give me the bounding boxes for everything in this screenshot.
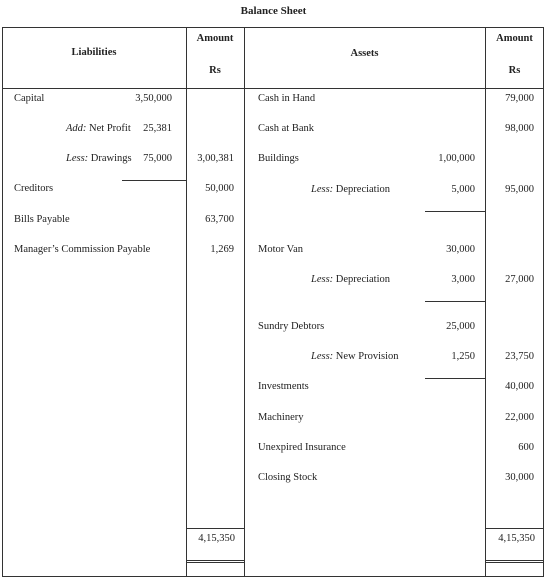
subtotal-rule bbox=[425, 301, 485, 302]
new-provision-label: New Provision bbox=[333, 351, 399, 362]
capital-label: Capital bbox=[14, 93, 45, 104]
creditors-value: 50,000 bbox=[205, 183, 234, 194]
buildings-depreciation-row bbox=[311, 184, 390, 195]
amount-header-left: Amount bbox=[196, 33, 234, 44]
machinery-value: 22,000 bbox=[505, 412, 534, 423]
machinery-label: Machinery bbox=[258, 412, 304, 423]
new-provision-value: 1,250 bbox=[451, 351, 475, 362]
net-profit-row bbox=[66, 123, 131, 134]
motor-van-label: Motor Van bbox=[258, 244, 304, 255]
depreciation-label: Depreciation bbox=[333, 184, 391, 195]
total-double-rule bbox=[186, 562, 244, 563]
header-divider bbox=[2, 88, 544, 89]
depreciation-label: Depreciation bbox=[333, 274, 391, 285]
motor-van-net-value: 27,000 bbox=[505, 274, 534, 285]
subtotal-rule bbox=[122, 180, 186, 181]
van-depreciation-value: 3,000 bbox=[451, 274, 475, 285]
currency-header-right: Rs bbox=[508, 65, 521, 76]
liabilities-header: Liabilities bbox=[71, 47, 117, 58]
currency-header-left: Rs bbox=[209, 65, 221, 76]
cash-at-bank-value: 98,000 bbox=[505, 123, 534, 134]
unexpired-insurance-label: Unexpired Insurance bbox=[258, 442, 346, 453]
column-divider bbox=[485, 27, 486, 577]
net-profit-value: 25,381 bbox=[143, 123, 172, 134]
bills-payable-value: 63,700 bbox=[205, 214, 234, 225]
capital-total: 3,00,381 bbox=[197, 153, 234, 164]
buildings-depreciation-value: 5,000 bbox=[451, 184, 475, 195]
column-divider bbox=[244, 27, 245, 577]
closing-stock-label: Closing Stock bbox=[258, 472, 318, 483]
buildings-net-value: 95,000 bbox=[505, 184, 534, 195]
total-rule-top bbox=[186, 528, 244, 529]
creditors-label: Creditors bbox=[14, 183, 54, 194]
subtotal-rule bbox=[425, 378, 485, 379]
subtotal-rule bbox=[425, 211, 485, 212]
less-label: Less: bbox=[66, 153, 89, 164]
closing-stock-value: 30,000 bbox=[505, 472, 534, 483]
investments-label: Investments bbox=[258, 381, 309, 392]
total-double-rule bbox=[186, 560, 244, 561]
capital-value: 3,50,000 bbox=[135, 93, 172, 104]
buildings-value: 1,00,000 bbox=[438, 153, 475, 164]
sundry-debtors-label: Sundry Debtors bbox=[258, 321, 325, 332]
less-label: Less: bbox=[311, 274, 334, 285]
less-label: Less: bbox=[311, 184, 334, 195]
investments-value: 40,000 bbox=[505, 381, 534, 392]
cash-in-hand-label: Cash in Hand bbox=[258, 93, 316, 104]
add-label: Add: bbox=[66, 123, 87, 134]
motor-van-value: 30,000 bbox=[446, 244, 475, 255]
total-rule-top bbox=[485, 528, 544, 529]
van-depreciation-row bbox=[311, 274, 390, 285]
drawings-value: 75,000 bbox=[143, 153, 172, 164]
liabilities-total: 4,15,350 bbox=[198, 533, 235, 544]
amount-header-right: Amount bbox=[496, 33, 533, 44]
assets-total: 4,15,350 bbox=[498, 533, 535, 544]
cash-in-hand-value: 79,000 bbox=[505, 93, 534, 104]
new-provision-row bbox=[311, 351, 399, 362]
manager-commission-value: 1,269 bbox=[210, 244, 234, 255]
net-profit-label: Net Profit bbox=[86, 123, 131, 134]
sundry-debtors-net-value: 23,750 bbox=[505, 351, 534, 362]
column-divider bbox=[186, 27, 187, 577]
total-double-rule bbox=[485, 562, 544, 563]
unexpired-insurance-value: 600 bbox=[518, 442, 534, 453]
manager-commission-label: Manager’s Commission Payable bbox=[14, 244, 151, 255]
bills-payable-label: Bills Payable bbox=[14, 214, 70, 225]
sundry-debtors-value: 25,000 bbox=[446, 321, 475, 332]
total-double-rule bbox=[485, 560, 544, 561]
cash-at-bank-label: Cash at Bank bbox=[258, 123, 314, 134]
drawings-label: Drawings bbox=[88, 153, 132, 164]
buildings-label: Buildings bbox=[258, 153, 299, 164]
drawings-row bbox=[66, 153, 132, 164]
assets-header: Assets bbox=[350, 48, 379, 59]
page-title: Balance Sheet bbox=[240, 5, 307, 17]
less-label: Less: bbox=[311, 351, 334, 362]
balance-sheet-table bbox=[2, 27, 544, 577]
